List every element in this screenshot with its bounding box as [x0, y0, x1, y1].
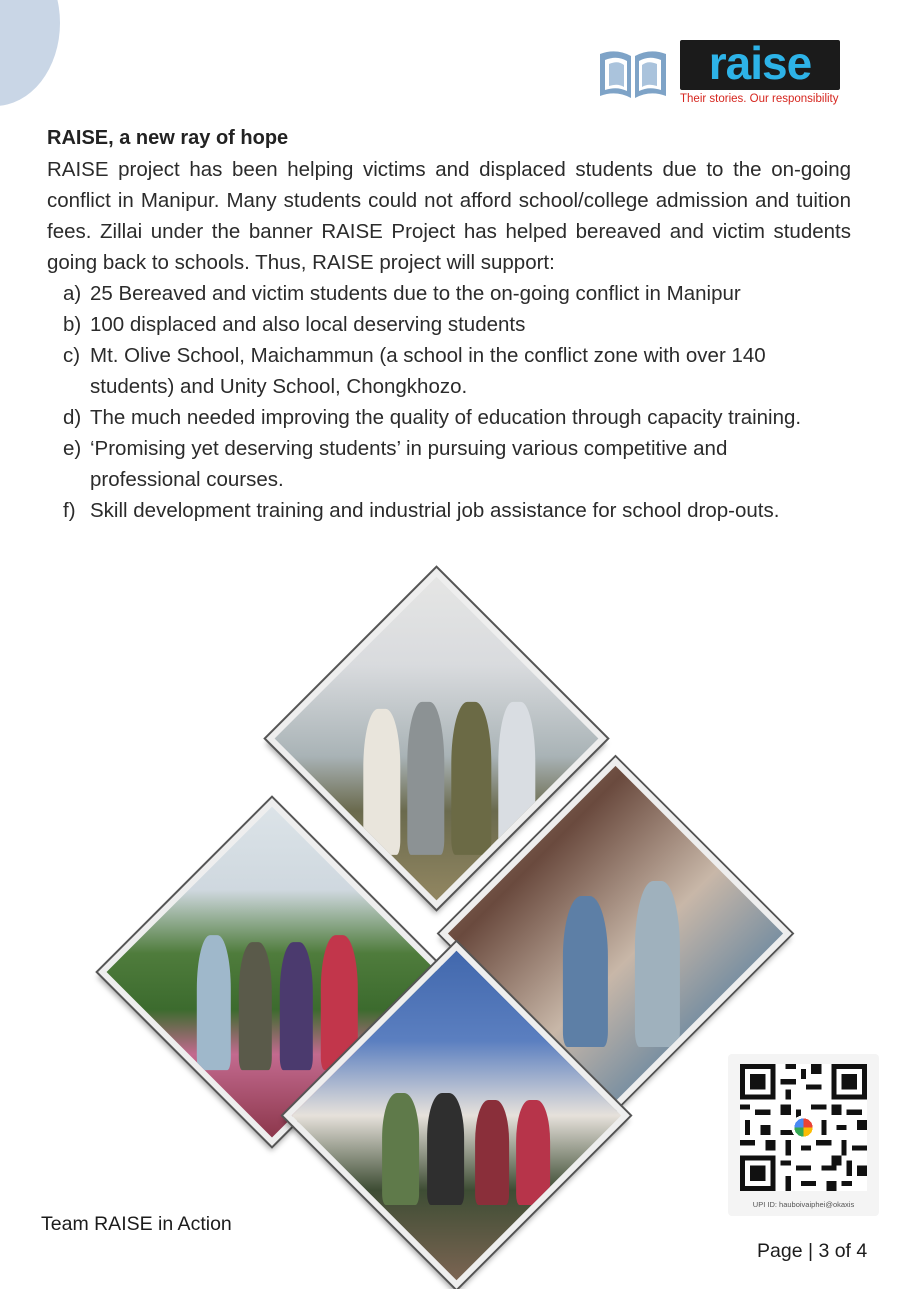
list-item [63, 402, 851, 433]
article-heading: RAISE, a new ray of hope [47, 127, 289, 149]
list-text: ‘Promising yet deserving students’ in pursuing various competitive and professional courses. [90, 437, 728, 491]
qr-code-card [728, 1054, 879, 1216]
raise-logo [596, 37, 846, 110]
list-marker: c) [63, 344, 81, 367]
support-list [47, 278, 851, 526]
list-item [63, 278, 851, 309]
list-text: 100 displaced and also local deserving students [90, 313, 526, 336]
article-intro: RAISE project has been helping victims and displaced students due to the on-going conflict in Manipur. Many students could not afford school/college admission and tuition fees. Zillai under the banner RAISE Project has helped bereaved and victim students going back to schools. Thus, RAISE project will support: [47, 158, 851, 274]
open-book-icon [596, 46, 670, 102]
qr-code-icon [740, 1064, 867, 1191]
corner-decoration [0, 0, 60, 106]
logo-wordmark: raise [680, 40, 840, 90]
list-text: Skill development training and industrial job assistance for school drop-outs. [90, 499, 780, 522]
list-marker: b) [63, 313, 82, 336]
list-item [63, 340, 851, 402]
list-text: Mt. Olive School, Maichammun (a school in the conflict zone with over 140 students) and Unity School, Chongkhozo. [90, 344, 766, 398]
upi-id: UPI ID: hauboivaiphei@okaxis [752, 1200, 855, 1209]
list-text: 25 Bereaved and victim students due to the on-going conflict in Manipur [90, 282, 741, 305]
list-item [63, 433, 851, 495]
list-text: The much needed improving the quality of education through capacity training. [90, 406, 802, 429]
list-item [63, 495, 851, 526]
photo-caption: Team RAISE in Action [41, 1213, 232, 1235]
page-number: Page | 3 of 4 [757, 1240, 868, 1262]
logo-tagline: Their stories. Our responsibility [680, 93, 839, 105]
list-marker: a) [63, 282, 82, 305]
list-item [63, 309, 851, 340]
list-marker: e) [63, 437, 82, 460]
article-section [47, 127, 851, 526]
list-marker: f) [63, 499, 76, 522]
list-marker: d) [63, 406, 82, 429]
